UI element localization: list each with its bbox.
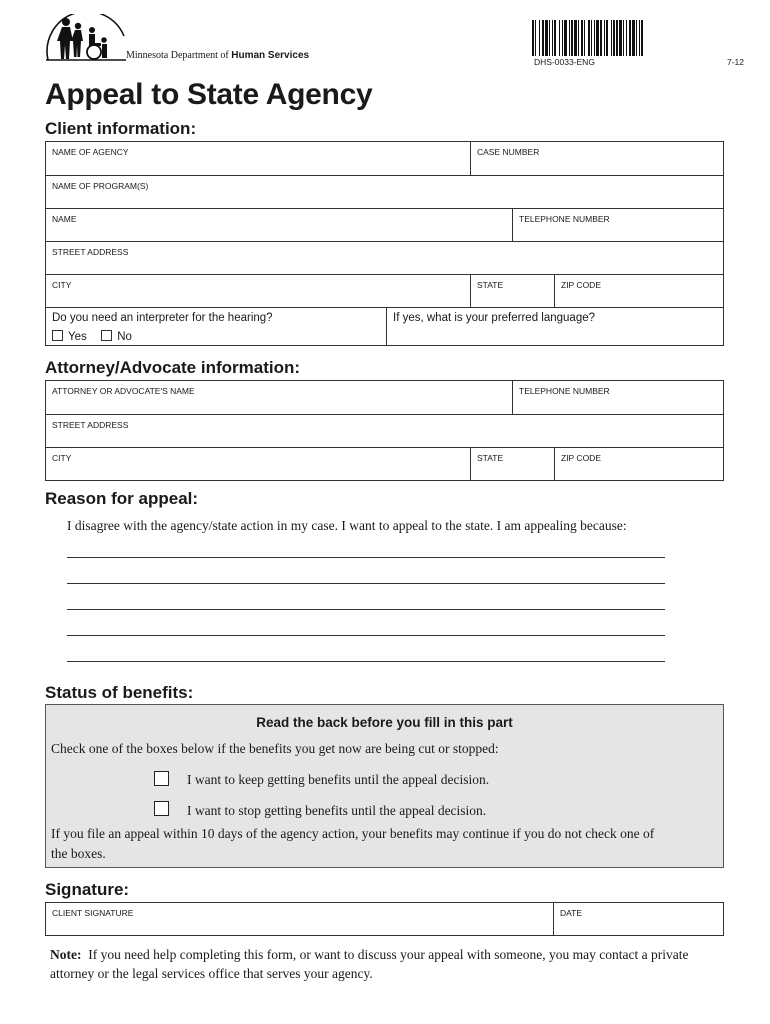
street-label: STREET ADDRESS [52, 247, 129, 257]
name-field[interactable] [46, 209, 512, 241]
benefits-footer-line1: If you file an appeal within 10 days of the agency action, your benefits may continue if you do not check one of [51, 826, 655, 841]
state-field[interactable] [470, 275, 554, 307]
reason-line-2[interactable] [67, 583, 665, 584]
page-title: Appeal to State Agency [45, 78, 373, 111]
attorney-city-field[interactable] [46, 448, 470, 480]
attorney-information-heading: Attorney/Advocate information: [45, 358, 301, 377]
reason-line-4[interactable] [67, 635, 665, 636]
benefits-box [45, 704, 724, 868]
client-row-street [46, 241, 723, 274]
client-signature-label: CLIENT SIGNATURE [52, 908, 134, 918]
telephone-label: TELEPHONE NUMBER [519, 214, 610, 224]
language-field[interactable] [386, 308, 723, 345]
client-row-name [46, 208, 723, 241]
interpreter-yes-checkbox[interactable] [52, 330, 63, 341]
stop-benefits-label: I want to stop getting benefits until the appeal decision. [187, 803, 487, 818]
agency-field[interactable] [46, 142, 470, 175]
dept-name: Human Services [231, 50, 310, 61]
attorney-telephone-field[interactable] [512, 381, 723, 414]
attorney-zip-field[interactable] [554, 448, 723, 480]
note-label: Note: [50, 947, 82, 962]
date-field[interactable] [553, 903, 723, 935]
interpreter-no-label: No [117, 331, 132, 343]
signature-box [45, 902, 724, 936]
attorney-row-street [46, 414, 723, 447]
interpreter-question: Do you need an interpreter for the hearing? [52, 312, 273, 324]
client-row-interpreter [46, 307, 723, 345]
keep-benefits-checkbox[interactable] [154, 771, 169, 786]
attorney-telephone-label: TELEPHONE NUMBER [519, 386, 610, 396]
client-information-box [45, 141, 724, 346]
reason-intro: I disagree with the agency/state action in my case. I want to appeal to the state. I am appealing because: [67, 518, 627, 533]
form-number: DHS-0033-ENG [534, 57, 595, 67]
agency-label: NAME OF AGENCY [52, 147, 129, 157]
client-row-city [46, 274, 723, 307]
department-name [126, 50, 309, 61]
benefits-footer-line2: the boxes. [51, 846, 106, 861]
reason-heading: Reason for appeal: [45, 489, 199, 508]
city-field[interactable] [46, 275, 470, 307]
reason-line-1[interactable] [67, 557, 665, 558]
street-field[interactable] [46, 242, 723, 274]
interpreter-field [46, 308, 386, 345]
case-number-field[interactable] [470, 142, 723, 175]
barcode-bar [643, 20, 646, 56]
client-signature-field[interactable] [46, 903, 553, 935]
dept-prefix: Minnesota Department of [126, 50, 229, 61]
attorney-street-label: STREET ADDRESS [52, 420, 129, 430]
city-label: CITY [52, 280, 72, 290]
client-row-program [46, 175, 723, 208]
attorney-row-name [46, 381, 723, 414]
attorney-name-label: ATTORNEY OR ADVOCATE'S NAME [52, 386, 195, 396]
name-label: NAME [52, 214, 77, 224]
zip-label: ZIP CODE [561, 280, 601, 290]
attorney-street-field[interactable] [46, 415, 723, 447]
reason-line-3[interactable] [67, 609, 665, 610]
client-information-heading: Client information: [45, 119, 197, 138]
benefits-heading: Status of benefits: [45, 683, 194, 702]
benefits-instruction: Check one of the boxes below if the benefits you get now are being cut or stopped: [51, 741, 499, 756]
revision-date: 7-12 [727, 57, 745, 67]
date-label: DATE [560, 908, 583, 918]
attorney-name-field[interactable] [46, 381, 512, 414]
telephone-field[interactable] [512, 209, 723, 241]
read-back-notice: Read the back before you fill in this part [256, 715, 513, 730]
attorney-zip-label: ZIP CODE [561, 453, 601, 463]
attorney-information-box [45, 380, 724, 481]
stop-benefits-checkbox[interactable] [154, 801, 169, 816]
state-label: STATE [477, 280, 504, 290]
interpreter-no-checkbox[interactable] [101, 330, 112, 341]
program-label: NAME OF PROGRAM(S) [52, 181, 149, 191]
zip-field[interactable] [554, 275, 723, 307]
attorney-state-field[interactable] [470, 448, 554, 480]
note-text: If you need help completing this form, or want to discuss your appeal with someone, you may contact a private attorney or the legal services office that serves your agency. [50, 947, 689, 981]
attorney-row-city [46, 447, 723, 480]
barcode [532, 20, 746, 56]
attorney-city-label: CITY [52, 453, 72, 463]
signature-row [46, 903, 723, 935]
language-question: If yes, what is your preferred language? [393, 312, 596, 324]
attorney-state-label: STATE [477, 453, 504, 463]
keep-benefits-label: I want to keep getting benefits until the appeal decision. [187, 772, 490, 787]
signature-heading: Signature: [45, 880, 130, 899]
program-field[interactable] [46, 176, 723, 208]
reason-line-5[interactable] [67, 661, 665, 662]
case-number-label: CASE NUMBER [477, 147, 540, 157]
client-row-agency [46, 142, 723, 175]
dhs-logo-icon [44, 14, 128, 64]
interpreter-yes-label: Yes [68, 331, 87, 343]
help-note [50, 945, 720, 983]
